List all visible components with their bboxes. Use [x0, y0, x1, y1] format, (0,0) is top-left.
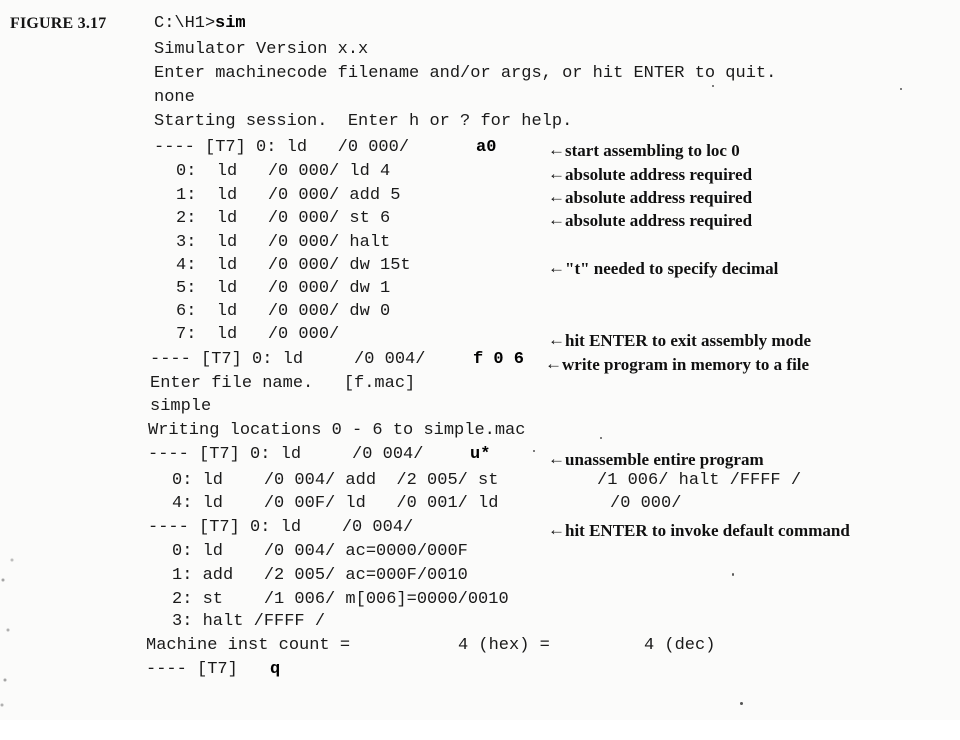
user-input-a0: a0	[476, 138, 497, 157]
prompt-text: ---- [T7] 0: ld /0 004/	[150, 350, 426, 369]
user-input-sim: sim	[215, 14, 246, 33]
unassemble-right: /1 006/ halt /FFFF /	[597, 471, 802, 490]
assembly-line-1: 1: ld /0 000/ add 5	[176, 186, 401, 205]
left-arrow-icon: ←	[548, 210, 565, 229]
assembly-line-3: 3: ld /0 000/ halt	[176, 233, 391, 252]
trace-line-1: 1: add /2 005/ ac=000F/0010	[172, 566, 468, 585]
prompt-text: ---- [T7]	[146, 660, 238, 679]
left-arrow-icon: ←	[548, 164, 565, 183]
figure-label: FIGURE 3.17	[10, 15, 107, 32]
user-input-q: q	[270, 660, 281, 679]
user-input-f06: f 0 6	[473, 350, 525, 369]
session-line-28	[146, 660, 281, 740]
scan-speck	[712, 85, 714, 87]
assembly-line-4: 4: ld /0 000/ dw 15t	[176, 256, 411, 275]
left-arrow-icon: ←	[545, 354, 562, 373]
scan-edge-noise	[0, 540, 18, 720]
scan-speck	[732, 573, 734, 576]
annotation-default-command: ←hit ENTER to invoke default command	[548, 520, 850, 540]
assembly-line-2: 2: ld /0 000/ st 6	[176, 209, 391, 228]
session-line-2: Simulator Version x.x	[154, 40, 369, 59]
annotation-decimal: ←"t" needed to specify decimal	[548, 258, 779, 278]
left-arrow-icon: ←	[548, 330, 565, 349]
trace-line-3: 3: halt /FFFF /	[172, 612, 326, 631]
assembly-line-7: 7: ld /0 000/	[176, 325, 340, 344]
session-line-3: Enter machinecode filename and/or args, or hit ENTER to quit.	[154, 64, 777, 83]
user-input-simple: simple	[150, 397, 212, 416]
session-line-22: ---- [T7] 0: ld /0 004/	[148, 518, 414, 537]
annotation-absolute-address-3: ←absolute address required	[548, 210, 753, 230]
prompt-text: ---- [T7] 0: ld /0 004/	[148, 445, 424, 464]
scan-speck	[900, 88, 902, 90]
left-arrow-icon: ←	[548, 140, 565, 159]
left-arrow-icon: ←	[548, 449, 565, 468]
annotation-write-program: ←write program in memory to a file	[545, 354, 810, 374]
unassemble-left: 0: ld /0 004/ add /2 005/ st	[172, 471, 499, 490]
assembly-line-5: 5: ld /0 000/ dw 1	[176, 279, 391, 298]
assembly-line-0: 0: ld /0 000/ ld 4	[176, 162, 391, 181]
annotation-start-assembling: ←start assembling to loc 0	[548, 140, 740, 160]
unassemble-right: /0 000/	[610, 494, 682, 513]
session-line-5: Starting session. Enter h or ? for help.	[154, 112, 573, 131]
left-arrow-icon: ←	[548, 187, 565, 206]
user-input-u-star: u*	[470, 445, 491, 464]
inst-count-hex: 4 (hex) =	[458, 636, 550, 655]
unassemble-left: 4: ld /0 00F/ ld /0 001/ ld	[172, 494, 499, 513]
left-arrow-icon: ←	[548, 258, 565, 277]
trace-line-2: 2: st /1 006/ m[006]=0000/0010	[172, 590, 509, 609]
scan-speck	[533, 450, 535, 452]
annotation-unassemble: ←unassemble entire program	[548, 449, 764, 469]
user-input-none: none	[154, 88, 195, 107]
annotation-absolute-address-2: ←absolute address required	[548, 187, 753, 207]
prompt-text: C:\H1>	[154, 14, 216, 33]
trace-line-0: 0: ld /0 004/ ac=0000/000F	[172, 542, 468, 561]
inst-count-dec: 4 (dec)	[644, 636, 716, 655]
annotation-exit-assembly: ←hit ENTER to exit assembly mode	[548, 330, 812, 350]
session-line-16: Enter file name. [f.mac]	[150, 374, 416, 393]
assembly-line-6: 6: ld /0 000/ dw 0	[176, 302, 391, 321]
scan-speck	[600, 437, 602, 439]
scan-speck	[740, 702, 743, 705]
prompt-text: ---- [T7] 0: ld /0 000/	[154, 138, 410, 157]
inst-count-label: Machine inst count =	[146, 636, 351, 655]
session-line-18: Writing locations 0 - 6 to simple.mac	[148, 421, 526, 440]
annotation-absolute-address-1: ←absolute address required	[548, 164, 753, 184]
left-arrow-icon: ←	[548, 520, 565, 539]
